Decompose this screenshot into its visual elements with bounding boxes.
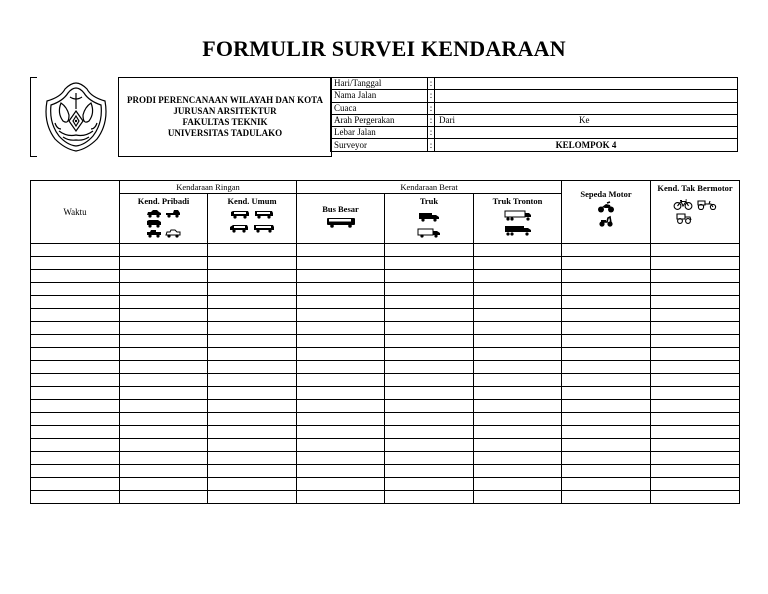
table-row <box>31 413 740 426</box>
count-cell[interactable] <box>208 257 297 270</box>
column-label: Kend. Pribadi <box>137 196 190 206</box>
count-cell[interactable] <box>208 374 297 387</box>
time-cell[interactable] <box>31 374 120 387</box>
direction-field[interactable] <box>435 114 738 126</box>
count-cell[interactable] <box>120 296 208 309</box>
count-cell[interactable] <box>297 439 385 452</box>
time-cell[interactable] <box>31 322 120 335</box>
table-row <box>31 348 740 361</box>
bicycle-icon <box>673 199 693 210</box>
count-cell[interactable] <box>651 413 740 426</box>
form-header <box>30 77 738 157</box>
count-cell[interactable] <box>120 478 208 491</box>
time-cell[interactable] <box>31 387 120 400</box>
count-cell[interactable] <box>297 374 385 387</box>
count-cell[interactable] <box>562 426 651 439</box>
minibus-icon <box>254 210 274 219</box>
count-cell[interactable] <box>297 296 385 309</box>
count-cell[interactable] <box>474 478 562 491</box>
institution-department: JURUSAN ARSITEKTUR <box>173 106 277 116</box>
count-cell[interactable] <box>385 361 474 374</box>
university-crest-icon <box>37 79 115 155</box>
count-cell[interactable] <box>120 439 208 452</box>
count-cell[interactable] <box>562 257 651 270</box>
count-cell[interactable] <box>562 244 651 257</box>
count-cell[interactable] <box>651 270 740 283</box>
count-cell[interactable] <box>474 283 562 296</box>
count-cell[interactable] <box>562 322 651 335</box>
count-cell[interactable] <box>208 439 297 452</box>
microbus-icon <box>253 224 275 233</box>
direction-from-label: Dari <box>439 114 455 125</box>
count-cell[interactable] <box>385 439 474 452</box>
table-row <box>31 257 740 270</box>
count-cell[interactable] <box>297 270 385 283</box>
count-cell[interactable] <box>297 413 385 426</box>
time-cell[interactable] <box>31 283 120 296</box>
table-row <box>31 400 740 413</box>
count-cell[interactable] <box>297 465 385 478</box>
info-row-direction <box>331 114 738 126</box>
column-header-private <box>120 194 208 244</box>
street-name-field[interactable] <box>435 90 738 102</box>
time-cell[interactable] <box>31 439 120 452</box>
count-cell[interactable] <box>297 400 385 413</box>
column-header-non-motorized <box>651 181 740 244</box>
count-cell[interactable] <box>385 348 474 361</box>
table-row <box>31 452 740 465</box>
count-cell[interactable] <box>474 270 562 283</box>
info-row-date <box>331 78 738 90</box>
motorcycle-icon <box>597 201 615 213</box>
page-title: FORMULIR SURVEI KENDARAAN <box>202 36 566 61</box>
count-cell[interactable] <box>651 348 740 361</box>
time-cell[interactable] <box>31 413 120 426</box>
info-row-surveyor <box>331 139 738 151</box>
count-cell[interactable] <box>562 491 651 504</box>
count-cell[interactable] <box>562 309 651 322</box>
count-cell[interactable] <box>120 322 208 335</box>
table-row <box>31 374 740 387</box>
count-cell[interactable] <box>208 348 297 361</box>
vehicle-count-table <box>30 180 740 504</box>
count-cell[interactable] <box>120 257 208 270</box>
info-label: Nama Jalan <box>331 90 428 102</box>
count-cell[interactable] <box>651 257 740 270</box>
count-cell[interactable] <box>474 322 562 335</box>
count-cell[interactable] <box>297 361 385 374</box>
count-cell[interactable] <box>385 374 474 387</box>
count-cell[interactable] <box>208 361 297 374</box>
count-cell[interactable] <box>385 400 474 413</box>
count-cell[interactable] <box>562 270 651 283</box>
info-label: Cuaca <box>331 102 428 114</box>
direction-to-label: Ke <box>579 114 590 125</box>
info-colon: : <box>428 139 435 151</box>
info-colon: : <box>428 102 435 114</box>
count-cell[interactable] <box>474 491 562 504</box>
info-label: Surveyor <box>331 139 428 151</box>
count-cell[interactable] <box>120 348 208 361</box>
count-cell[interactable] <box>297 322 385 335</box>
count-cell[interactable] <box>297 387 385 400</box>
count-cell[interactable] <box>208 335 297 348</box>
surveyor-field[interactable] <box>435 139 738 151</box>
column-header-tronton <box>474 194 562 244</box>
count-cell[interactable] <box>474 426 562 439</box>
sedan-icon <box>165 229 181 238</box>
count-cell[interactable] <box>208 465 297 478</box>
time-cell[interactable] <box>31 478 120 491</box>
time-cell[interactable] <box>31 270 120 283</box>
time-cell[interactable] <box>31 296 120 309</box>
small-truck-icon <box>418 212 440 222</box>
count-cell[interactable] <box>120 491 208 504</box>
count-cell[interactable] <box>562 348 651 361</box>
count-cell[interactable] <box>385 491 474 504</box>
info-row-width <box>331 127 738 139</box>
count-cell[interactable] <box>562 374 651 387</box>
count-cell[interactable] <box>562 452 651 465</box>
count-cell[interactable] <box>297 309 385 322</box>
table-row <box>31 335 740 348</box>
group-header-heavy: Kendaraan Berat <box>297 181 562 194</box>
table-row <box>31 322 740 335</box>
table-row <box>31 283 740 296</box>
count-cell[interactable] <box>120 244 208 257</box>
box-truck-icon <box>417 228 441 238</box>
count-cell[interactable] <box>208 387 297 400</box>
count-cell[interactable] <box>385 309 474 322</box>
column-label: Truk <box>419 196 439 206</box>
count-cell[interactable] <box>120 400 208 413</box>
count-cell[interactable] <box>474 374 562 387</box>
time-cell[interactable] <box>31 426 120 439</box>
count-cell[interactable] <box>385 465 474 478</box>
count-cell[interactable] <box>208 426 297 439</box>
info-row-street <box>331 90 738 102</box>
count-cell[interactable] <box>474 309 562 322</box>
count-cell[interactable] <box>385 452 474 465</box>
institution-program: PRODI PERENCANAAN WILAYAH DAN KOTA <box>126 95 324 105</box>
count-cell[interactable] <box>562 283 651 296</box>
van-icon <box>229 224 249 233</box>
car-icon <box>146 209 162 218</box>
institution-faculty: FAKULTAS TEKNIK <box>182 117 268 127</box>
time-cell[interactable] <box>31 400 120 413</box>
count-cell[interactable] <box>474 465 562 478</box>
count-cell[interactable] <box>208 244 297 257</box>
count-cell[interactable] <box>651 309 740 322</box>
time-cell[interactable] <box>31 491 120 504</box>
count-cell[interactable] <box>651 491 740 504</box>
table-row <box>31 361 740 374</box>
cart-icon <box>675 213 693 224</box>
table-row <box>31 465 740 478</box>
count-cell[interactable] <box>297 335 385 348</box>
count-cell[interactable] <box>651 244 740 257</box>
time-cell[interactable] <box>31 244 120 257</box>
count-cell[interactable] <box>120 426 208 439</box>
time-cell[interactable] <box>31 257 120 270</box>
table-row <box>31 439 740 452</box>
table-row <box>31 426 740 439</box>
count-cell[interactable] <box>297 491 385 504</box>
count-cell[interactable] <box>474 387 562 400</box>
count-cell[interactable] <box>651 387 740 400</box>
info-label: Hari/Tanggal <box>331 78 428 90</box>
count-cell[interactable] <box>208 283 297 296</box>
count-cell[interactable] <box>297 257 385 270</box>
table-row <box>31 309 740 322</box>
count-cell[interactable] <box>474 400 562 413</box>
count-cell[interactable] <box>474 335 562 348</box>
road-width-field[interactable] <box>435 127 738 139</box>
count-cell[interactable] <box>562 439 651 452</box>
count-cell[interactable] <box>297 478 385 491</box>
column-label: Sepeda Motor <box>580 189 632 199</box>
count-cell[interactable] <box>208 400 297 413</box>
count-cell[interactable] <box>651 400 740 413</box>
count-cell[interactable] <box>120 361 208 374</box>
info-label: Arah Pergerakan <box>331 114 428 126</box>
time-cell[interactable] <box>31 335 120 348</box>
count-cell[interactable] <box>297 244 385 257</box>
count-cell[interactable] <box>474 439 562 452</box>
count-cell[interactable] <box>562 413 651 426</box>
count-cell[interactable] <box>208 309 297 322</box>
scooter-icon <box>598 215 614 227</box>
count-cell[interactable] <box>651 452 740 465</box>
count-cell[interactable] <box>208 452 297 465</box>
count-cell[interactable] <box>385 257 474 270</box>
bus-icon <box>326 217 356 228</box>
count-cell[interactable] <box>208 322 297 335</box>
time-cell[interactable] <box>31 465 120 478</box>
institution-block <box>118 77 332 157</box>
info-colon: : <box>428 114 435 126</box>
count-cell[interactable] <box>385 296 474 309</box>
count-cell[interactable] <box>208 296 297 309</box>
count-cell[interactable] <box>651 426 740 439</box>
count-cell[interactable] <box>562 478 651 491</box>
column-header-time: Waktu <box>31 181 120 244</box>
count-cell[interactable] <box>385 270 474 283</box>
count-cell[interactable] <box>651 374 740 387</box>
table-row <box>31 478 740 491</box>
minibus-icon <box>230 210 250 219</box>
rickshaw-icon <box>697 199 717 210</box>
survey-info-table <box>330 77 738 152</box>
logo-cell <box>30 77 119 157</box>
count-cell[interactable] <box>651 465 740 478</box>
count-cell[interactable] <box>208 491 297 504</box>
info-label: Lebar Jalan <box>331 127 428 139</box>
count-cell[interactable] <box>297 426 385 439</box>
time-cell[interactable] <box>31 361 120 374</box>
count-cell[interactable] <box>297 283 385 296</box>
count-cell[interactable] <box>120 335 208 348</box>
count-cell[interactable] <box>474 296 562 309</box>
count-cell[interactable] <box>562 361 651 374</box>
trailer-truck-icon <box>504 210 532 221</box>
tronton-truck-icon <box>504 225 532 236</box>
count-cell[interactable] <box>385 413 474 426</box>
column-label: Truk Tronton <box>492 196 543 206</box>
time-cell[interactable] <box>31 452 120 465</box>
count-cell[interactable] <box>385 244 474 257</box>
group-header-light: Kendaraan Ringan <box>120 181 297 194</box>
count-cell[interactable] <box>562 465 651 478</box>
column-header-motorcycle <box>562 181 651 244</box>
count-cell[interactable] <box>474 348 562 361</box>
count-cell[interactable] <box>120 374 208 387</box>
count-cell[interactable] <box>385 387 474 400</box>
info-row-weather <box>331 102 738 114</box>
count-cell[interactable] <box>208 413 297 426</box>
column-header-bus <box>297 194 385 244</box>
table-row <box>31 491 740 504</box>
info-colon: : <box>428 78 435 90</box>
column-header-public <box>208 194 297 244</box>
count-cell[interactable] <box>208 478 297 491</box>
count-cell[interactable] <box>385 426 474 439</box>
weather-field[interactable] <box>435 102 738 114</box>
column-header-truck <box>385 194 474 244</box>
count-cell[interactable] <box>120 452 208 465</box>
count-cell[interactable] <box>651 283 740 296</box>
count-cell[interactable] <box>651 322 740 335</box>
count-cell[interactable] <box>562 296 651 309</box>
count-cell[interactable] <box>208 270 297 283</box>
table-row <box>31 270 740 283</box>
count-cell[interactable] <box>120 283 208 296</box>
count-cell[interactable] <box>562 387 651 400</box>
count-cell[interactable] <box>474 413 562 426</box>
surveyor-value: KELOMPOK 4 <box>555 139 617 150</box>
pickup-icon <box>165 209 181 218</box>
table-row <box>31 296 740 309</box>
table-row <box>31 387 740 400</box>
jeep-icon <box>146 229 162 238</box>
count-cell[interactable] <box>385 478 474 491</box>
count-cell[interactable] <box>474 361 562 374</box>
count-cell[interactable] <box>120 413 208 426</box>
count-cell[interactable] <box>651 439 740 452</box>
count-rows <box>31 244 740 504</box>
count-cell[interactable] <box>562 400 651 413</box>
count-cell[interactable] <box>474 452 562 465</box>
column-label: Kend. Umum <box>227 196 277 206</box>
count-cell[interactable] <box>120 309 208 322</box>
time-cell[interactable] <box>31 309 120 322</box>
suv-icon <box>146 219 162 228</box>
column-label: Bus Besar <box>322 204 359 214</box>
info-colon: : <box>428 127 435 139</box>
table-row <box>31 244 740 257</box>
info-colon: : <box>428 90 435 102</box>
count-cell[interactable] <box>651 335 740 348</box>
count-cell[interactable] <box>385 335 474 348</box>
count-cell[interactable] <box>562 335 651 348</box>
count-cell[interactable] <box>651 296 740 309</box>
column-label: Kend. Tak Bermotor <box>657 183 733 193</box>
count-cell[interactable] <box>651 478 740 491</box>
count-cell[interactable] <box>297 452 385 465</box>
time-cell[interactable] <box>31 348 120 361</box>
count-cell[interactable] <box>651 361 740 374</box>
count-cell[interactable] <box>297 348 385 361</box>
institution-university: UNIVERSITAS TADULAKO <box>167 128 283 138</box>
count-cell[interactable] <box>474 244 562 257</box>
count-cell[interactable] <box>474 257 562 270</box>
count-cell[interactable] <box>120 387 208 400</box>
date-field[interactable] <box>435 78 738 90</box>
count-cell[interactable] <box>120 270 208 283</box>
count-cell[interactable] <box>385 322 474 335</box>
count-cell[interactable] <box>385 283 474 296</box>
count-cell[interactable] <box>120 465 208 478</box>
